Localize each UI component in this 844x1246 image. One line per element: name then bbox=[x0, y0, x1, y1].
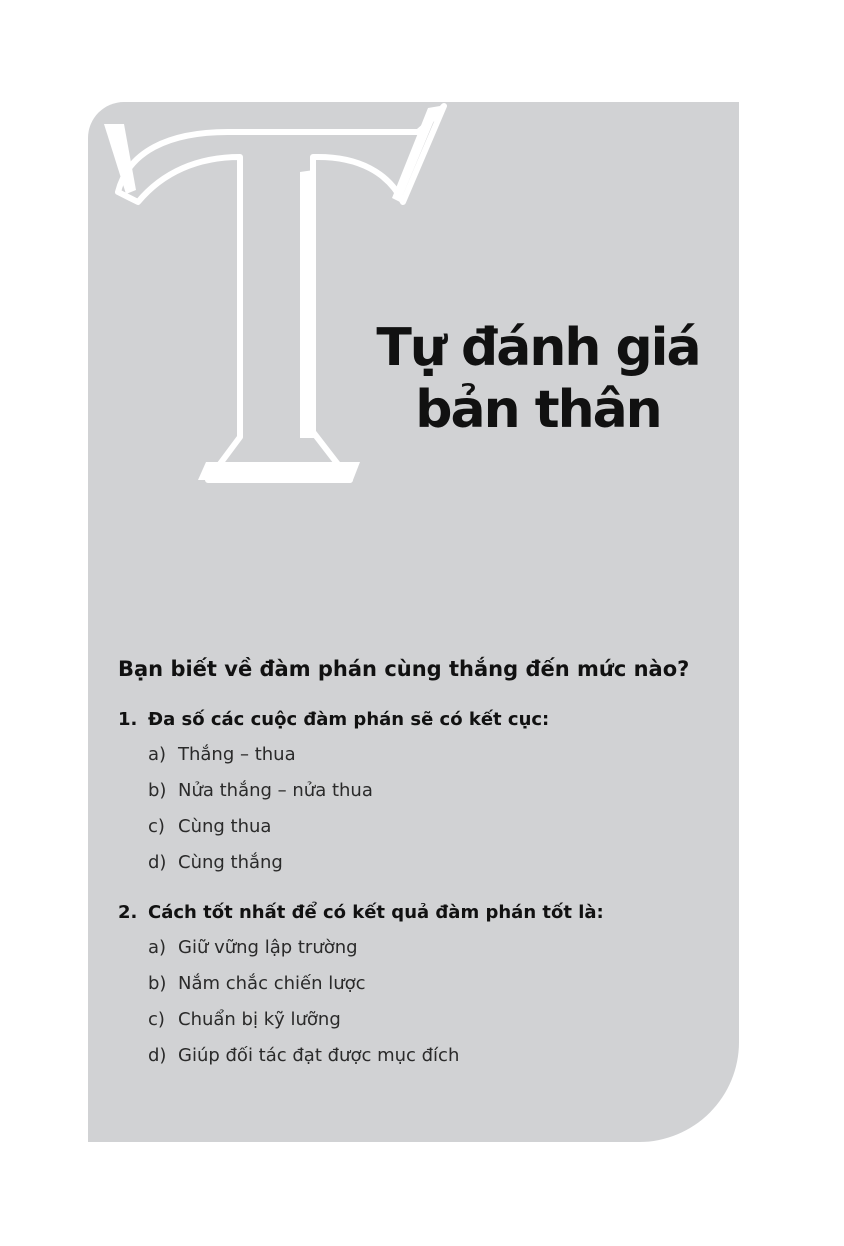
option-list bbox=[148, 744, 718, 888]
option-text: Thắng – thua bbox=[178, 744, 296, 765]
question-number: 2. bbox=[118, 902, 138, 923]
option-letter: a) bbox=[148, 744, 167, 765]
option-list bbox=[148, 937, 718, 1081]
option-letter: c) bbox=[148, 1009, 165, 1030]
option-letter: d) bbox=[148, 1045, 167, 1066]
chapter-title bbox=[338, 317, 738, 441]
option-text: Giữ vững lập trường bbox=[178, 937, 358, 958]
option-letter: c) bbox=[148, 816, 165, 837]
quiz-heading: Bạn biết về đàm phán cùng thắng đến mức nào? bbox=[118, 657, 690, 681]
decorative-letter-t bbox=[88, 102, 739, 502]
option-letter: b) bbox=[148, 780, 167, 801]
option-text: Nửa thắng – nửa thua bbox=[178, 780, 373, 801]
question-number: 1. bbox=[118, 709, 138, 730]
question-2 bbox=[118, 902, 718, 1081]
option-item[interactable] bbox=[148, 744, 718, 780]
question-text: Cách tốt nhất để có kết quả đàm phán tốt là: bbox=[148, 902, 604, 923]
option-item[interactable] bbox=[148, 816, 718, 852]
chapter-panel bbox=[88, 102, 739, 1142]
option-item[interactable] bbox=[148, 1045, 718, 1081]
question-text: Đa số các cuộc đàm phán sẽ có kết cục: bbox=[148, 709, 550, 730]
option-item[interactable] bbox=[148, 852, 718, 888]
option-letter: b) bbox=[148, 973, 167, 994]
question-1 bbox=[118, 709, 718, 888]
option-item[interactable] bbox=[148, 973, 718, 1009]
option-item[interactable] bbox=[148, 780, 718, 816]
title-line-2: bản thân bbox=[415, 380, 661, 440]
option-text: Cùng thắng bbox=[178, 852, 283, 873]
option-text: Giúp đối tác đạt được mục đích bbox=[178, 1045, 460, 1066]
option-text: Chuẩn bị kỹ lưỡng bbox=[178, 1009, 341, 1030]
option-item[interactable] bbox=[148, 1009, 718, 1045]
option-letter: a) bbox=[148, 937, 167, 958]
option-text: Cùng thua bbox=[178, 816, 272, 837]
option-text: Nắm chắc chiến lược bbox=[178, 973, 366, 994]
title-line-1: Tự đánh giá bbox=[376, 318, 700, 378]
option-letter: d) bbox=[148, 852, 167, 873]
quiz-section bbox=[118, 657, 718, 1095]
option-item[interactable] bbox=[148, 937, 718, 973]
